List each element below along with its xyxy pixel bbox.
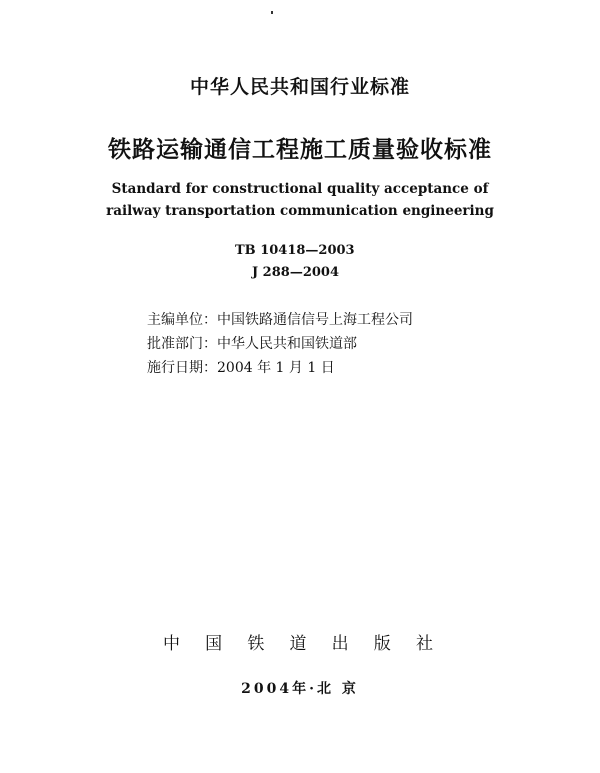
standard-category: 中华人民共和国行业标准 (189, 76, 410, 98)
meta-value: 中国铁路通信信号上海工程公司 (217, 312, 413, 328)
publisher (163, 629, 433, 654)
publisher-char: 出 (331, 634, 349, 654)
meta-value: 2004 年 1 月 1 日 (217, 360, 335, 376)
title-english-line-2: railway transportation communication engineering (106, 203, 494, 219)
meta-label: 施行日期： (147, 360, 217, 376)
j-code: J 288—2004 (252, 265, 339, 280)
meta-label: 批准部门： (147, 336, 217, 352)
publisher-char: 版 (373, 634, 391, 654)
tb-code: TB 10418—2003 (235, 243, 355, 258)
scan-speck (271, 11, 273, 14)
publisher-char: 社 (415, 634, 433, 654)
publication-date: 2004年·北 京 (241, 681, 359, 697)
publisher-char: 中 (163, 634, 180, 654)
effective-date-row (147, 356, 413, 380)
meta-label: 主编单位： (147, 312, 217, 328)
title-chinese: 铁路运输通信工程施工质量验收标准 (108, 137, 492, 163)
publisher-char: 道 (289, 634, 307, 654)
meta-value: 中华人民共和国铁道部 (217, 336, 357, 352)
editor-unit-row (147, 308, 413, 332)
publisher-char: 铁 (247, 634, 265, 654)
approval-dept-row (147, 332, 413, 356)
publisher-char: 国 (205, 634, 223, 654)
meta-info (147, 308, 413, 380)
title-english-line-1: Standard for constructional quality acceptance of (111, 181, 489, 197)
